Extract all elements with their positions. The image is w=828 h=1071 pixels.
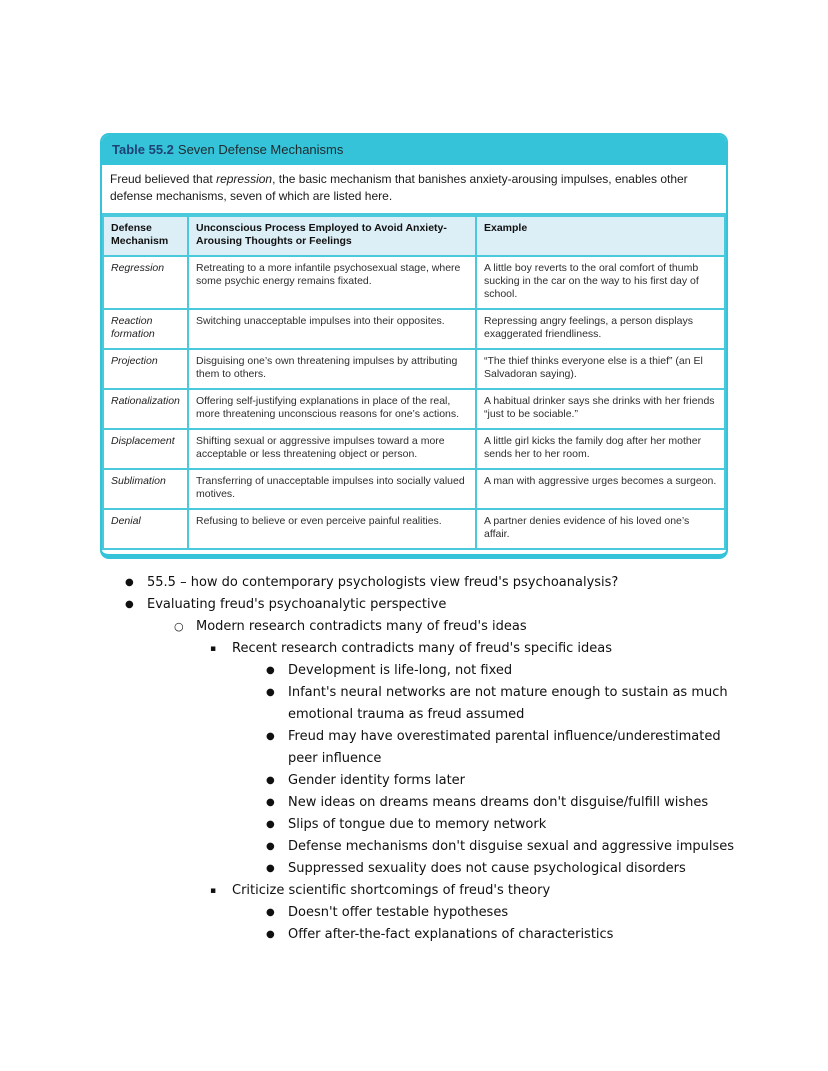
note-text: Doesn't offer testable hypotheses: [288, 905, 509, 920]
table-row: [103, 349, 725, 389]
process-cell: Transferring of unacceptable impulses into socially valued motives.: [188, 469, 476, 509]
note-text: Infant's neural networks are not mature enough to sustain as much emotional trauma as freud assumed: [288, 685, 732, 722]
note-item: [266, 682, 740, 726]
note-item: [266, 858, 740, 880]
column-header: Defense Mechanism: [103, 216, 188, 256]
process-cell: Refusing to believe or even perceive painful realities.: [188, 509, 476, 549]
note-text: Defense mechanisms don't disguise sexual and aggressive impulses: [288, 839, 735, 854]
bullet-icon: ▪: [210, 644, 217, 654]
bullet-icon: ●: [266, 907, 275, 918]
table-number-label: Table 55.2: [112, 142, 174, 157]
bullet-icon: ●: [266, 819, 275, 830]
table-body: [103, 256, 725, 549]
note-text: Gender identity forms later: [288, 773, 466, 788]
note-item: [266, 770, 740, 792]
table-header-row: [103, 216, 725, 256]
note-text: Freud may have overestimated parental influence/underestimated peer influence: [288, 729, 725, 766]
process-cell: Offering self-justifying explanations in place of the real, more threatening unconscious reasons for one’s actions.: [188, 389, 476, 429]
note-text: Evaluating freud's psychoanalytic perspective: [147, 597, 447, 612]
example-cell: A man with aggressive urges becomes a surgeon.: [476, 469, 725, 509]
note-item: [266, 726, 740, 770]
bullet-icon: ●: [266, 841, 275, 852]
bullet-icon: ▪: [210, 886, 217, 896]
table-title-bar: [102, 135, 726, 165]
note-text: Recent research contradicts many of freud's specific ideas: [232, 641, 613, 656]
defense-mechanism-cell: Displacement: [103, 429, 188, 469]
example-cell: Repressing angry feelings, a person displays exaggerated friendliness.: [476, 309, 725, 349]
note-text: New ideas on dreams means dreams don't disguise/fulfill wishes: [288, 795, 709, 810]
column-header: Unconscious Process Employed to Avoid Anxiety-Arousing Thoughts or Feelings: [188, 216, 476, 256]
process-cell: Switching unacceptable impulses into their opposites.: [188, 309, 476, 349]
table-row: [103, 429, 725, 469]
bullet-icon: ●: [266, 775, 275, 786]
table-row: [103, 389, 725, 429]
note-item: [266, 924, 740, 946]
bullet-icon: ●: [266, 929, 275, 940]
note-item: [210, 880, 740, 902]
note-item: [266, 792, 740, 814]
bullet-icon: ●: [266, 863, 275, 874]
example-cell: A little girl kicks the family dog after her mother sends her to her room.: [476, 429, 725, 469]
note-item: [266, 660, 740, 682]
bullet-icon: ●: [125, 599, 134, 610]
note-text: Offer after-the-fact explanations of characteristics: [288, 927, 614, 942]
defense-mechanism-cell: Denial: [103, 509, 188, 549]
table-row: [103, 469, 725, 509]
defense-mechanism-cell: Reaction formation: [103, 309, 188, 349]
table-row: [103, 309, 725, 349]
example-cell: A partner denies evidence of his loved one’s affair.: [476, 509, 725, 549]
table-intro-text: [102, 165, 726, 215]
note-item: [174, 616, 740, 638]
table-title: Seven Defense Mechanisms: [177, 142, 344, 157]
note-text: Criticize scientific shortcomings of freud's theory: [232, 883, 551, 898]
note-item: [125, 594, 740, 616]
defense-mechanism-cell: Projection: [103, 349, 188, 389]
defense-mechanisms-table: [102, 215, 726, 550]
table-row: [103, 509, 725, 549]
bullet-icon: ●: [266, 731, 275, 742]
example-cell: “The thief thinks everyone else is a thief” (an El Salvadoran saying).: [476, 349, 725, 389]
bullet-icon: ○: [174, 620, 184, 633]
note-item: [210, 638, 740, 660]
notes-list: [100, 572, 740, 946]
bullet-icon: ●: [266, 687, 275, 698]
note-item: [125, 572, 740, 594]
bullet-icon: ●: [125, 577, 134, 588]
note-item: [266, 902, 740, 924]
process-cell: Disguising one’s own threatening impulses by attributing them to others.: [188, 349, 476, 389]
note-text: Development is life-long, not fixed: [288, 663, 513, 678]
note-text: Slips of tongue due to memory network: [288, 817, 547, 832]
note-item: [266, 836, 740, 858]
note-text: Modern research contradicts many of freud's ideas: [196, 619, 527, 634]
bullet-icon: ●: [266, 797, 275, 808]
process-cell: Shifting sexual or aggressive impulses toward a more acceptable or less threatening object or person.: [188, 429, 476, 469]
defense-mechanism-cell: Regression: [103, 256, 188, 309]
intro-text-post: , the basic mechanism that banishes anxiety-arousing impulses, enables other defense mechanisms, seven of which are listed here.: [110, 172, 688, 203]
note-text: 55.5 – how do contemporary psychologists view freud's psychoanalysis?: [147, 575, 619, 590]
defense-mechanism-cell: Rationalization: [103, 389, 188, 429]
note-item: [266, 814, 740, 836]
note-text: Suppressed sexuality does not cause psychological disorders: [288, 861, 686, 876]
table-row: [103, 256, 725, 309]
defense-mechanism-cell: Sublimation: [103, 469, 188, 509]
example-cell: A little boy reverts to the oral comfort of thumb sucking in the car on the way to his first day of school.: [476, 256, 725, 309]
column-header: Example: [476, 216, 725, 256]
process-cell: Retreating to a more infantile psychosexual stage, where some psychic energy remains fixated.: [188, 256, 476, 309]
example-cell: A habitual drinker says she drinks with her friends “just to be sociable.”: [476, 389, 725, 429]
bullet-icon: ●: [266, 665, 275, 676]
intro-text-pre: Freud believed that: [110, 172, 217, 186]
intro-text-italic: repression: [216, 172, 273, 186]
defense-mechanisms-table-card: [100, 133, 728, 559]
